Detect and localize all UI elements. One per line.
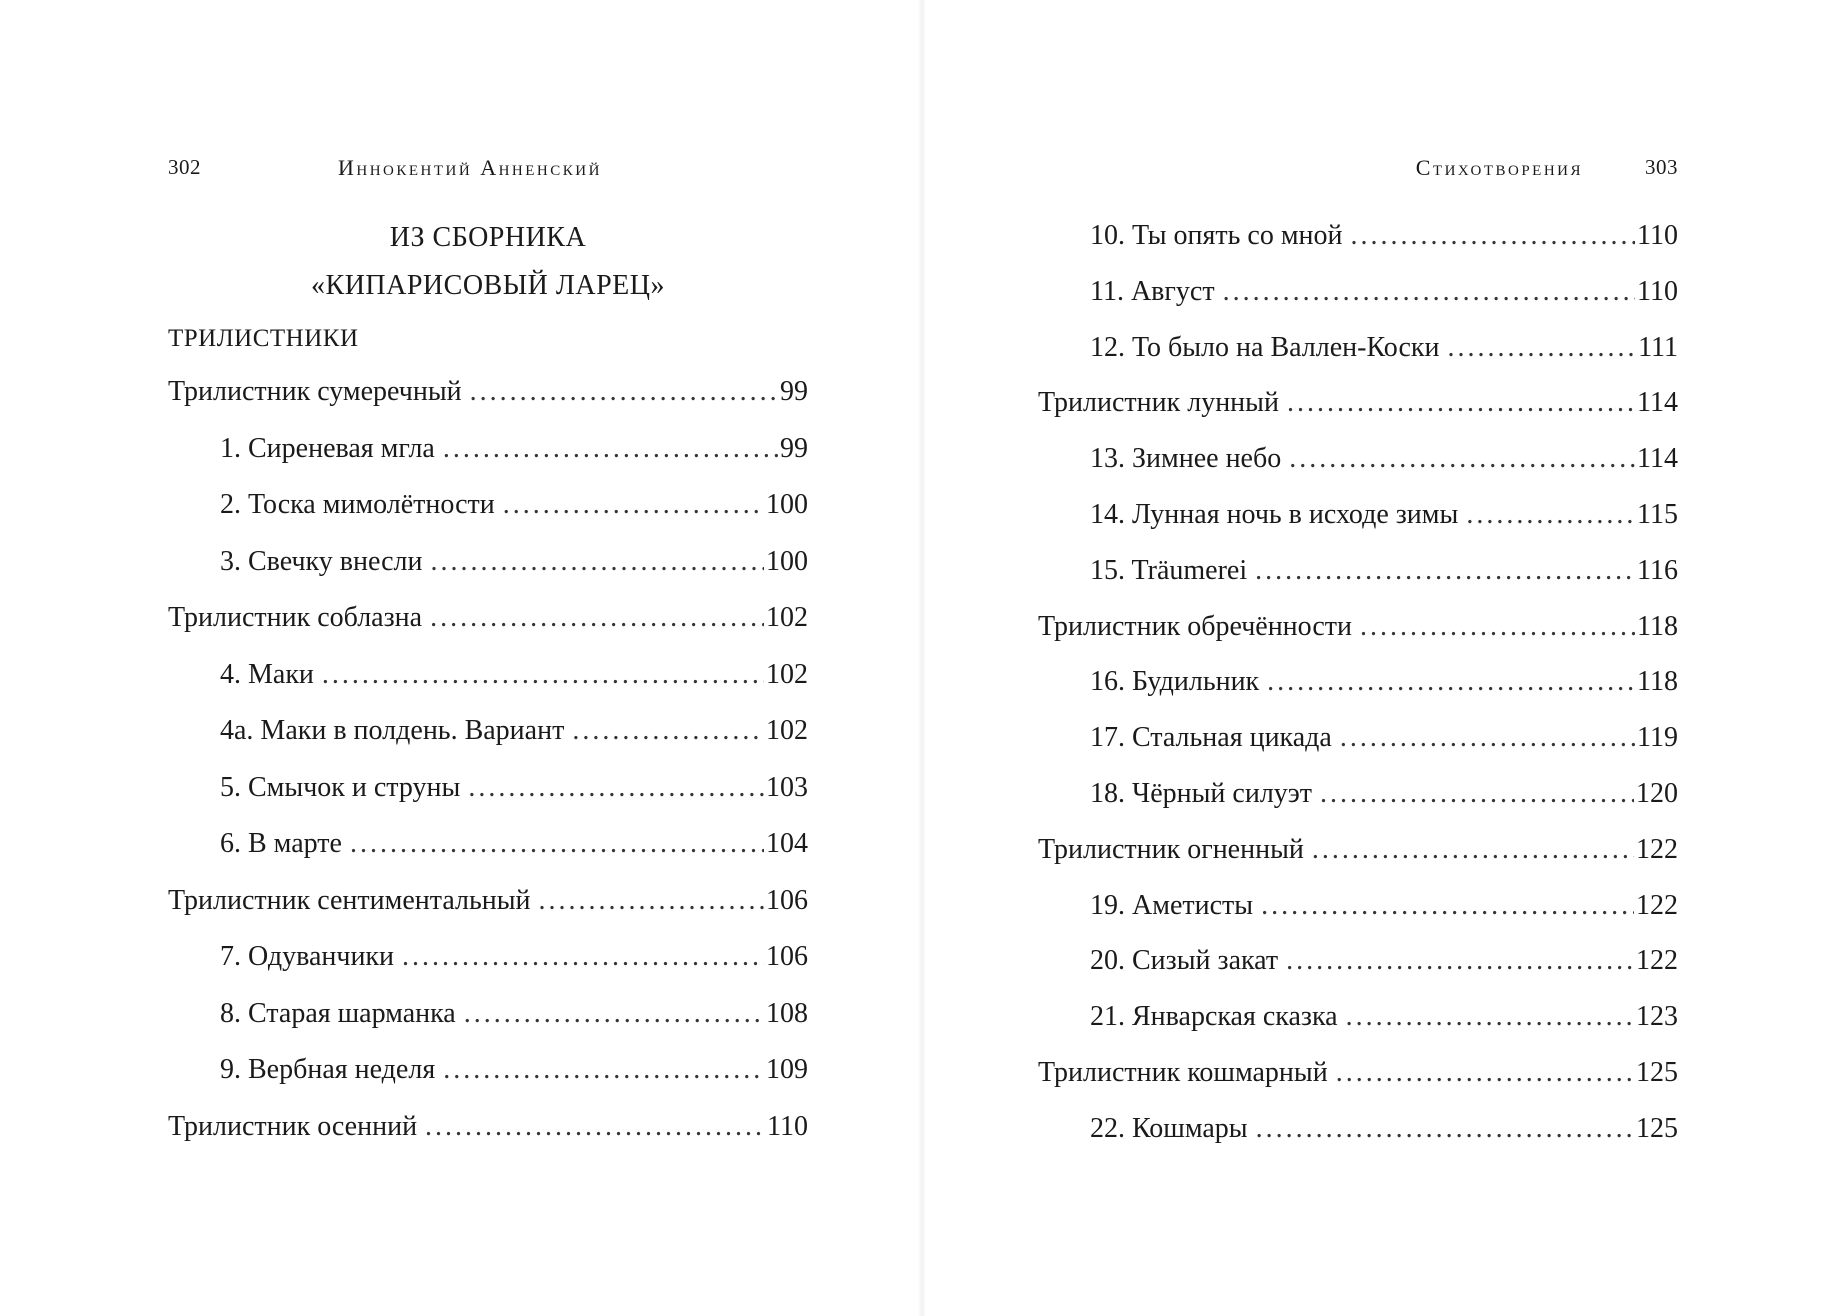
toc-leader-dots xyxy=(430,600,764,636)
toc-leader-dots xyxy=(1267,664,1635,700)
toc-leader-dots xyxy=(1360,609,1635,645)
toc-entry-page: 106 xyxy=(766,884,808,916)
toc-entry-title: 4а. Маки в полдень. Вариант xyxy=(220,715,565,746)
toc-entry-title: Трилистник лунный xyxy=(1038,387,1279,419)
toc-entry-title: 3. Свечку внесли xyxy=(220,545,423,577)
toc-entry[interactable] xyxy=(1038,1111,1678,1167)
toc-entry-title: Трилистник сумеречный xyxy=(168,376,462,407)
right-running-head xyxy=(1038,155,1678,185)
toc-leader-dots xyxy=(1340,720,1635,756)
section-label: ТРИЛИСТНИКИ xyxy=(168,325,359,352)
toc-entry-title: 2. Тоска мимолётности xyxy=(220,489,495,520)
left-page-number: 302 xyxy=(168,155,201,179)
toc-entry-page: 108 xyxy=(766,997,808,1029)
toc-entry[interactable] xyxy=(1038,720,1678,776)
left-toc-list xyxy=(168,374,808,1165)
toc-entry[interactable] xyxy=(1038,274,1678,330)
toc-entry-page: 110 xyxy=(1637,275,1678,307)
toc-entry-page: 110 xyxy=(1637,220,1678,251)
toc-entry-page: 114 xyxy=(1637,443,1678,475)
toc-entry[interactable] xyxy=(1038,888,1678,944)
toc-leader-dots xyxy=(470,374,778,410)
toc-entry-page: 120 xyxy=(1636,777,1678,809)
right-running-title: Стихотворения xyxy=(1415,155,1583,180)
toc-leader-dots xyxy=(443,431,778,467)
toc-leader-dots xyxy=(322,657,764,693)
toc-leader-dots xyxy=(1261,888,1634,924)
toc-entry-title: Трилистник соблазна xyxy=(168,602,423,633)
toc-entry-title: Трилистник осенний xyxy=(168,1110,418,1142)
toc-leader-dots xyxy=(503,487,764,523)
toc-entry[interactable] xyxy=(1038,497,1678,553)
left-page xyxy=(168,0,808,1316)
toc-entry[interactable] xyxy=(168,883,808,940)
toc-entry-title: 18. Чёрный силуэт xyxy=(1090,777,1313,809)
toc-entry[interactable] xyxy=(1038,330,1678,386)
toc-leader-dots xyxy=(425,1109,765,1145)
toc-leader-dots xyxy=(572,713,764,749)
toc-entry[interactable] xyxy=(168,431,808,488)
toc-entry[interactable] xyxy=(168,996,808,1053)
toc-entry-title: Трилистник кошмарный xyxy=(1038,1056,1328,1088)
toc-entry-page: 118 xyxy=(1637,610,1678,642)
toc-entry-title: Трилистник огненный xyxy=(1038,833,1304,865)
toc-leader-dots xyxy=(402,939,764,975)
toc-leader-dots xyxy=(1466,497,1635,533)
toc-leader-dots xyxy=(1312,832,1634,868)
collection-heading-line1: ИЗ СБОРНИКА xyxy=(389,222,587,253)
toc-leader-dots xyxy=(1223,274,1635,310)
toc-entry-page: 125 xyxy=(1636,1112,1678,1144)
toc-leader-dots xyxy=(443,1052,764,1088)
toc-entry-page: 118 xyxy=(1637,666,1678,698)
toc-entry-page: 103 xyxy=(766,771,808,803)
toc-entry[interactable] xyxy=(1038,1055,1678,1111)
toc-entry-title: 22. Кошмары xyxy=(1090,1112,1248,1144)
toc-entry-page: 116 xyxy=(1637,554,1678,586)
toc-entry-title: 1. Сиреневая мгла xyxy=(220,432,435,464)
toc-entry[interactable] xyxy=(1038,609,1678,665)
toc-entry[interactable] xyxy=(168,1109,808,1166)
toc-entry-title: 4. Маки xyxy=(220,658,314,690)
toc-entry-page: 109 xyxy=(766,1054,808,1085)
right-toc-list xyxy=(1038,218,1678,1167)
book-gutter xyxy=(918,0,926,1316)
toc-leader-dots xyxy=(1289,441,1635,477)
toc-entry[interactable] xyxy=(168,374,808,431)
toc-entry-page: 102 xyxy=(766,715,808,746)
toc-leader-dots xyxy=(350,826,764,862)
toc-entry-title: 16. Будильник xyxy=(1090,666,1260,698)
toc-entry-page: 104 xyxy=(766,828,808,859)
toc-entry-page: 100 xyxy=(766,545,808,577)
toc-entry-page: 122 xyxy=(1636,945,1678,977)
toc-entry[interactable] xyxy=(1038,776,1678,832)
toc-entry-page: 99 xyxy=(780,376,808,407)
toc-leader-dots xyxy=(1255,553,1635,589)
toc-entry-title: 17. Стальная цикада xyxy=(1090,722,1332,754)
collection-heading-line2: «КИПАРИСОВЫЙ ЛАРЕЦ» xyxy=(311,270,665,301)
toc-entry-page: 100 xyxy=(766,489,808,520)
toc-leader-dots xyxy=(1286,943,1634,979)
toc-entry-page: 102 xyxy=(766,658,808,690)
toc-entry-title: 10. Ты опять со мной xyxy=(1090,220,1343,251)
toc-entry[interactable] xyxy=(168,713,808,770)
toc-entry[interactable] xyxy=(168,1052,808,1109)
toc-entry[interactable] xyxy=(168,770,808,827)
toc-leader-dots xyxy=(1336,1055,1634,1091)
toc-entry-page: 125 xyxy=(1636,1056,1678,1088)
toc-entry-title: 9. Вербная неделя xyxy=(220,1054,436,1085)
toc-entry-title: 19. Аметисты xyxy=(1090,889,1254,921)
toc-entry-page: 110 xyxy=(767,1110,808,1142)
toc-entry-title: 6. В марте xyxy=(220,828,342,859)
toc-leader-dots xyxy=(1351,218,1636,254)
toc-entry[interactable] xyxy=(1038,385,1678,441)
toc-entry-page: 99 xyxy=(780,432,808,464)
toc-entry-page: 102 xyxy=(766,602,808,633)
toc-entry-title: Трилистник обречённости xyxy=(1038,610,1353,642)
toc-entry-title: 11. Август xyxy=(1090,275,1215,307)
toc-entry[interactable] xyxy=(1038,999,1678,1055)
toc-entry-page: 122 xyxy=(1636,889,1678,921)
toc-entry[interactable] xyxy=(1038,664,1678,720)
toc-entry-page: 115 xyxy=(1637,498,1678,530)
toc-leader-dots xyxy=(1320,776,1634,812)
toc-entry-page: 123 xyxy=(1636,1001,1678,1033)
toc-entry-title: 13. Зимнее небо xyxy=(1090,443,1282,475)
toc-entry-title: 14. Лунная ночь в исходе зимы xyxy=(1090,498,1459,530)
toc-leader-dots xyxy=(464,996,764,1032)
toc-entry-page: 122 xyxy=(1636,833,1678,865)
toc-entry-title: 8. Старая шарманка xyxy=(220,997,456,1029)
toc-entry[interactable] xyxy=(1038,943,1678,999)
right-page-number: 303 xyxy=(1645,155,1678,179)
right-page xyxy=(1038,0,1678,1316)
toc-entry[interactable] xyxy=(1038,553,1678,609)
toc-entry[interactable] xyxy=(168,487,808,544)
toc-leader-dots xyxy=(1287,385,1635,421)
toc-entry-title: 15. Träumerei xyxy=(1090,554,1248,586)
toc-entry-title: 7. Одуванчики xyxy=(220,941,395,972)
toc-entry-title: 20. Сизый закат xyxy=(1090,945,1279,977)
toc-entry[interactable] xyxy=(168,939,808,996)
toc-entry-title: 5. Смычок и струны xyxy=(220,771,461,803)
left-running-head xyxy=(168,155,808,185)
toc-entry-title: Трилистник сентиментальный xyxy=(168,884,531,916)
toc-leader-dots xyxy=(430,544,764,580)
toc-leader-dots xyxy=(1256,1111,1634,1147)
left-running-title: Иннокентий Анненский xyxy=(338,155,602,180)
toc-entry-title: 12. То было на Валлен-Коски xyxy=(1090,331,1440,363)
toc-entry[interactable] xyxy=(1038,832,1678,888)
toc-leader-dots xyxy=(1346,999,1634,1035)
toc-entry-title: 21. Январская сказка xyxy=(1090,1001,1338,1033)
toc-entry[interactable] xyxy=(168,600,808,657)
toc-leader-dots xyxy=(539,883,764,919)
toc-entry-page: 111 xyxy=(1638,331,1678,363)
toc-entry[interactable] xyxy=(1038,441,1678,497)
toc-entry[interactable] xyxy=(168,826,808,883)
toc-leader-dots xyxy=(1447,330,1636,366)
toc-entry[interactable] xyxy=(1038,218,1678,274)
toc-entry[interactable] xyxy=(168,544,808,601)
toc-entry-page: 106 xyxy=(766,941,808,972)
toc-leader-dots xyxy=(468,770,764,806)
toc-entry-page: 119 xyxy=(1637,722,1678,754)
toc-entry-page: 114 xyxy=(1637,387,1678,419)
toc-entry[interactable] xyxy=(168,657,808,714)
